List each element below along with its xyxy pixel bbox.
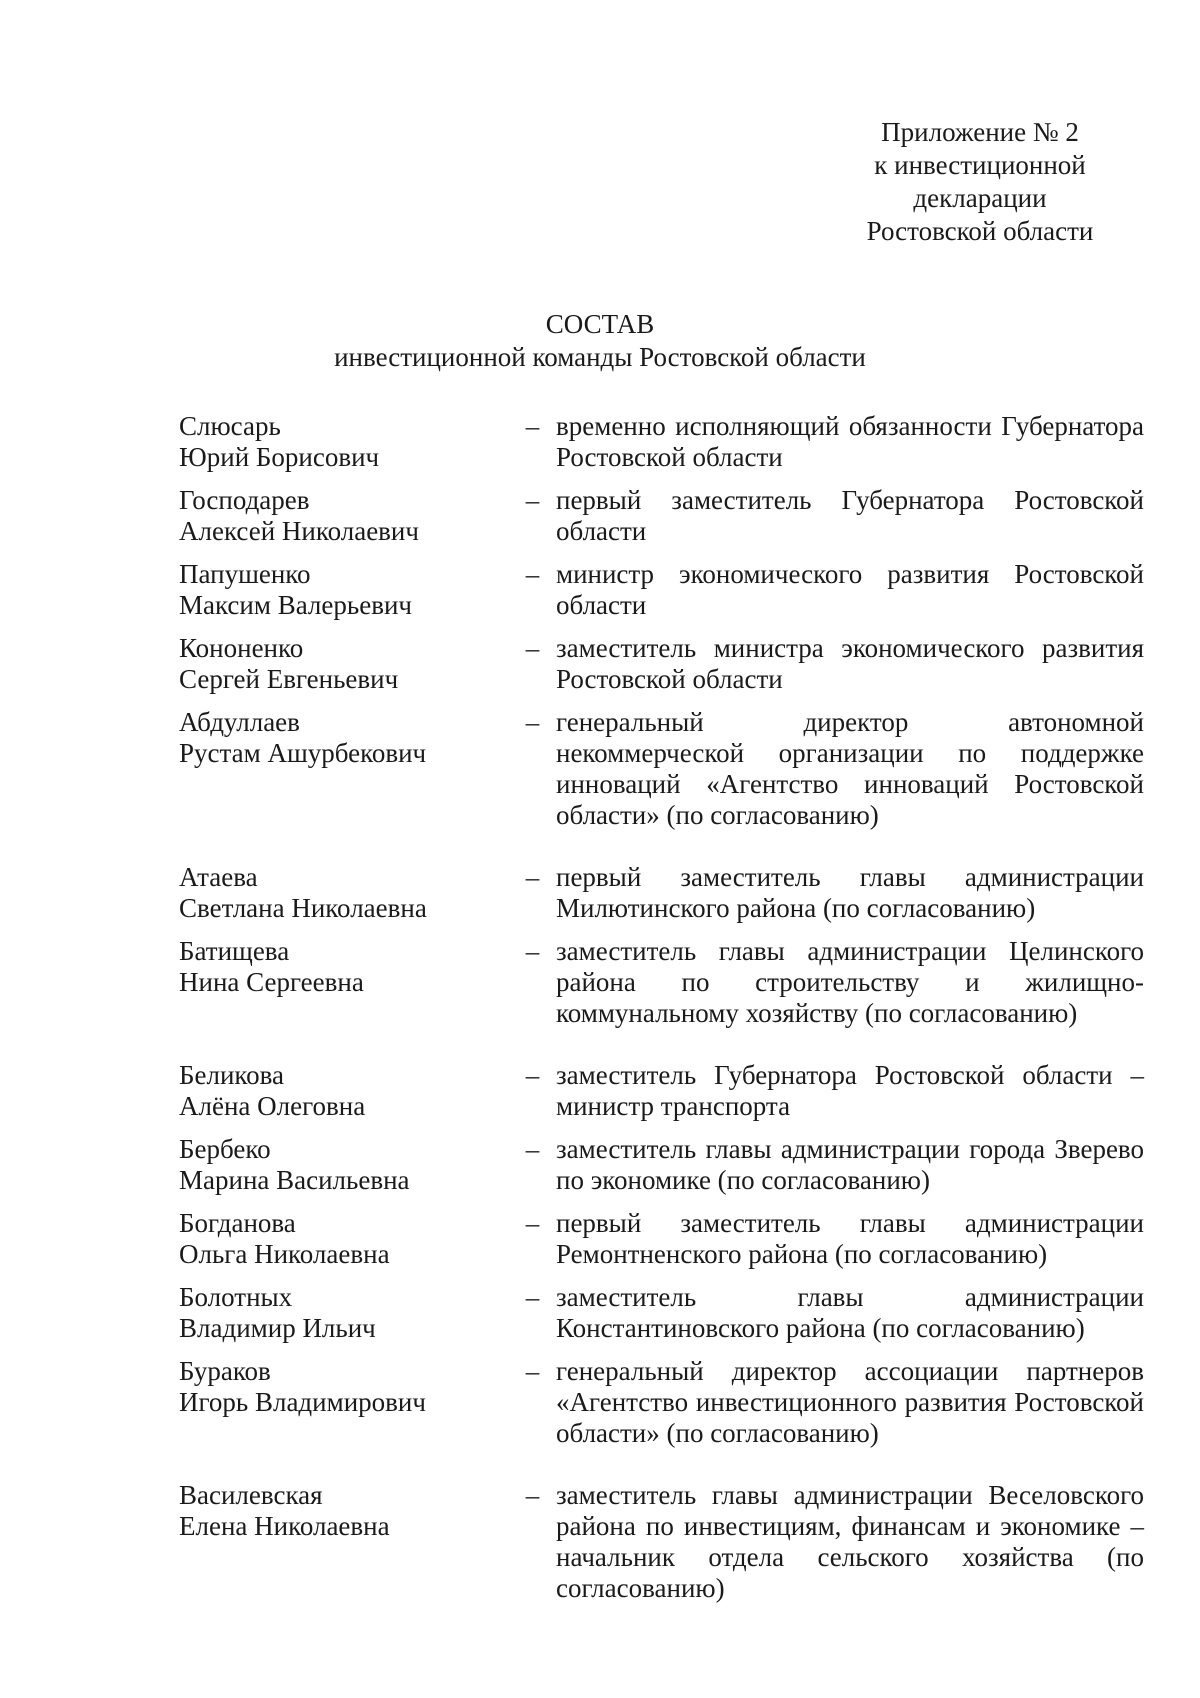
member-surname: Болотных [179, 1282, 293, 1312]
member-row [179, 1480, 1144, 1604]
separator-dash: – [525, 707, 540, 737]
member-name [179, 936, 509, 1029]
member-name [179, 1060, 509, 1122]
separator-dash: – [525, 1282, 540, 1312]
member-name [179, 485, 509, 547]
member-row [179, 1208, 1144, 1270]
member-row [179, 633, 1144, 695]
member-row [179, 1356, 1144, 1449]
member-name [179, 707, 509, 831]
member-surname: Беликова [179, 1060, 285, 1090]
member-given-name: Владимир Ильич [179, 1313, 376, 1343]
member-role: министр экономического развития Ростовской области [556, 559, 1144, 620]
member-name [179, 633, 509, 695]
member-surname: Слюсарь [179, 411, 281, 441]
member-role: первый заместитель Губернатора Ростовской области [556, 485, 1144, 546]
member-given-name: Максим Валерьевич [179, 590, 412, 620]
member-row [179, 559, 1144, 621]
team-members-list [179, 411, 1144, 1604]
appendix-line: к инвестиционной [874, 150, 1086, 180]
separator-dash: – [525, 1060, 540, 1090]
member-name [179, 1134, 509, 1196]
separator-dash: – [525, 559, 540, 589]
member-role: временно исполняющий обязанности Губернатора Ростовской области [556, 411, 1144, 472]
member-role: заместитель главы администрации Целинского района по строительству и жилищно-коммунальному хозяйству (по согласованию) [556, 936, 1144, 1028]
member-row [179, 1060, 1144, 1122]
document-subtitle: инвестиционной команды Ростовской области [334, 342, 866, 372]
member-role: заместитель главы администрации Константиновского района (по согласованию) [556, 1282, 1144, 1343]
member-role: генеральный директор ассоциации партнеров «Агентство инвестиционного развития Ростовской области» (по согласованию) [556, 1356, 1144, 1448]
separator-dash: – [525, 1356, 540, 1386]
member-role: первый заместитель главы администрации Милютинского района (по согласованию) [556, 862, 1144, 923]
appendix-line: Приложение № 2 [881, 117, 1079, 147]
member-row [179, 707, 1144, 831]
separator-dash: – [525, 936, 540, 966]
separator-dash: – [525, 633, 540, 663]
separator-dash: – [525, 1480, 540, 1510]
member-role: заместитель главы администрации города Зверево по экономике (по согласованию) [556, 1134, 1144, 1195]
member-name [179, 862, 509, 924]
appendix-line: Ростовской области [866, 216, 1094, 246]
member-given-name: Сергей Евгеньевич [179, 664, 399, 694]
member-surname: Бураков [179, 1356, 271, 1386]
member-surname: Бербеко [179, 1134, 271, 1164]
member-given-name: Алексей Николаевич [179, 516, 419, 546]
separator-dash: – [525, 485, 540, 515]
member-name [179, 1480, 509, 1604]
member-row [179, 1282, 1144, 1344]
member-given-name: Елена Николаевна [179, 1511, 390, 1541]
member-surname: Батищева [179, 936, 290, 966]
member-surname: Кононенко [179, 633, 304, 663]
member-name [179, 1356, 509, 1449]
member-role: генеральный директор автономной некоммерческой организации по поддержке инноваций «Агентство инноваций Ростовской области» (по согласованию) [556, 707, 1144, 830]
appendix-line: декларации [913, 183, 1047, 213]
document-heading [0, 308, 1200, 374]
appendix-note [830, 116, 1130, 248]
member-role: заместитель главы администрации Веселовского района по инвестициям, финансам и экономике – начальник отдела сельского хозяйства (по согласованию) [556, 1480, 1144, 1603]
separator-dash: – [525, 411, 540, 441]
separator-dash: – [525, 1134, 540, 1164]
member-row [179, 485, 1144, 547]
member-surname: Господарев [179, 485, 310, 515]
member-name [179, 1208, 509, 1270]
member-given-name: Игорь Владимирович [179, 1387, 426, 1417]
member-given-name: Алёна Олеговна [179, 1091, 366, 1121]
member-surname: Папушенко [179, 559, 311, 589]
member-row [179, 1134, 1144, 1196]
document-title: СОСТАВ [545, 309, 655, 339]
member-given-name: Ольга Николаевна [179, 1239, 390, 1269]
member-given-name: Рустам Ашурбекович [179, 738, 427, 768]
member-surname: Атаева [179, 862, 258, 892]
member-given-name: Юрий Борисович [179, 442, 380, 472]
member-name [179, 411, 509, 473]
member-surname: Абдуллаев [179, 707, 300, 737]
member-given-name: Светлана Николаевна [179, 893, 427, 923]
member-row [179, 411, 1144, 473]
separator-dash: – [525, 862, 540, 892]
member-surname: Василевская [179, 1480, 323, 1510]
member-given-name: Марина Васильевна [179, 1165, 410, 1195]
member-given-name: Нина Сергеевна [179, 967, 364, 997]
member-row [179, 862, 1144, 924]
member-role: заместитель министра экономического развития Ростовской области [556, 633, 1144, 694]
separator-dash: – [525, 1208, 540, 1238]
member-name [179, 559, 509, 621]
member-surname: Богданова [179, 1208, 296, 1238]
member-row [179, 936, 1144, 1029]
member-name [179, 1282, 509, 1344]
member-role: заместитель Губернатора Ростовской области – министр транспорта [556, 1060, 1144, 1121]
member-role: первый заместитель главы администрации Ремонтненского района (по согласованию) [556, 1208, 1144, 1269]
